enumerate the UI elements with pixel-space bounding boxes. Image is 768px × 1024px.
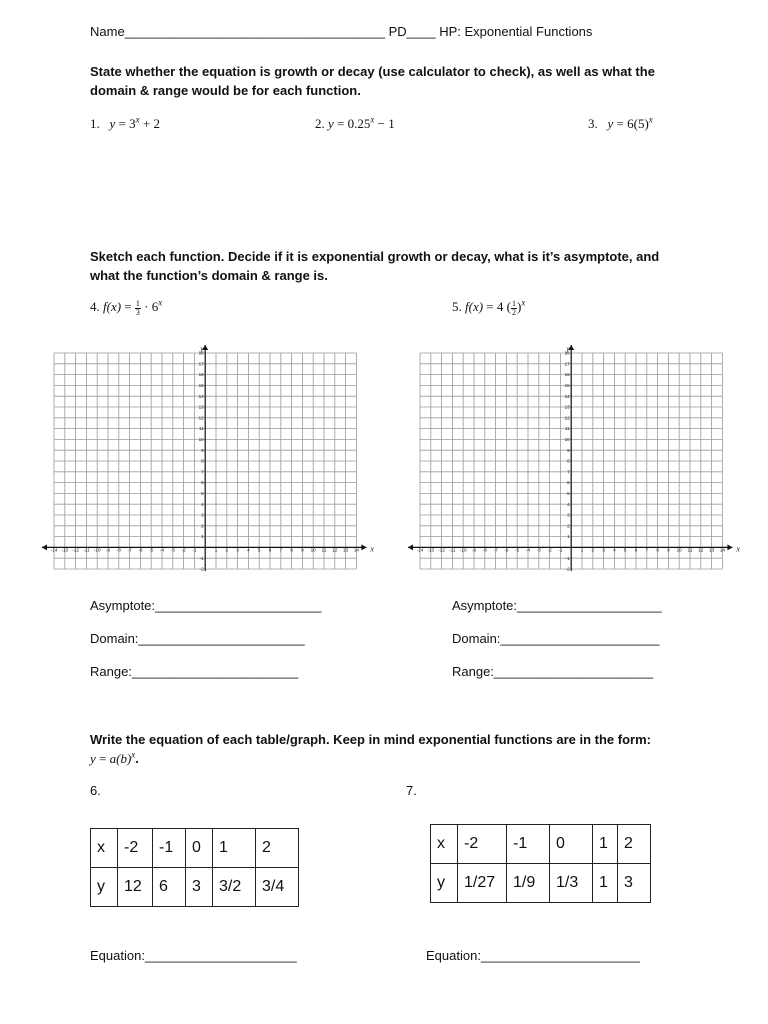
problem-7-equation-line[interactable]: [426, 948, 640, 963]
x-tick-label: -13: [427, 547, 435, 553]
y-tick-label: 14: [198, 393, 204, 399]
asymptote-blank[interactable]: ____________________: [517, 598, 662, 613]
coordinate-grid-problem-5[interactable]: [406, 340, 740, 585]
y-tick-label: 5: [567, 491, 570, 496]
right-range-line[interactable]: [452, 664, 653, 679]
table-problem-7: [430, 824, 651, 903]
x-tick-label: -9: [471, 547, 477, 553]
domain-label: Domain:: [90, 631, 139, 646]
pd-blank[interactable]: ____: [406, 24, 436, 39]
problem-7-number: 7.: [406, 783, 417, 798]
x-tick-label: 5: [623, 547, 627, 553]
problem-4-frac-den: 3: [135, 307, 140, 317]
y-tick-label: 2: [201, 523, 204, 529]
table-row: [431, 825, 651, 864]
asymptote-blank[interactable]: _______________________: [155, 598, 322, 613]
header: [90, 24, 592, 39]
y-tick-label: 14: [564, 393, 570, 399]
table-cell: 1: [213, 829, 256, 868]
x-tick-label: -8: [482, 547, 487, 553]
x-tick-label: 10: [676, 547, 682, 553]
y-tick-label: 13: [198, 404, 204, 410]
x-tick-label: 1: [580, 547, 584, 553]
form-rhs: a(b): [109, 751, 132, 766]
worksheet-title: HP: Exponential Functions: [439, 24, 593, 39]
x-axis-label: x: [370, 544, 374, 554]
problem-6-equation-line[interactable]: [90, 948, 297, 963]
table-cell: 1/9: [507, 864, 550, 903]
problem-1-tail: + 2: [139, 116, 160, 131]
x-tick-label: -3: [536, 547, 541, 553]
x-tick-label: 9: [667, 547, 670, 553]
asymptote-label: Asymptote:: [90, 598, 156, 613]
x-tick-label: -5: [149, 547, 154, 553]
y-tick-label: 10: [564, 437, 570, 442]
table-cell: 2: [618, 825, 651, 864]
y-tick-label: 18: [564, 350, 570, 356]
y-tick-label: 16: [198, 372, 204, 378]
form-lhs: y: [90, 751, 96, 766]
left-range-line[interactable]: [90, 664, 298, 679]
equation-label: Equation:: [426, 948, 481, 963]
table-cell: 0: [186, 829, 213, 868]
x-tick-label: -2: [547, 547, 552, 553]
table-cell: y: [431, 864, 458, 903]
y-tick-label: 9: [567, 447, 570, 453]
asymptote-label: Asymptote:: [452, 598, 518, 613]
problem-1-number: 1.: [90, 116, 100, 131]
x-tick-label: -11: [449, 547, 456, 553]
y-tick-label: 15: [198, 383, 204, 388]
x-tick-label: -1: [192, 547, 197, 553]
table-cell: 0: [550, 825, 593, 864]
x-tick-label: 6: [268, 547, 272, 553]
x-tick-label: 14: [719, 547, 725, 553]
x-tick-label: -14: [416, 547, 424, 553]
y-tick-label: 6: [567, 480, 570, 486]
problem-5-fx: f(x): [465, 299, 484, 314]
problem-3-lhs: y: [607, 116, 614, 131]
y-tick-label: 17: [564, 361, 570, 367]
problem-3-base: 6(5): [627, 116, 649, 131]
x-tick-label: 13: [343, 547, 349, 553]
range-label: Range:: [452, 664, 494, 679]
y-tick-label: 8: [567, 458, 570, 464]
problem-2-tail: − 1: [374, 116, 395, 131]
x-tick-label: 14: [353, 547, 359, 553]
table-cell: x: [431, 825, 458, 864]
x-tick-label: 13: [709, 547, 715, 553]
x-tick-label: -10: [93, 547, 101, 553]
problem-5-close: ): [516, 299, 522, 314]
domain-label: Domain:: [452, 631, 501, 646]
y-tick-label: 16: [564, 372, 570, 378]
y-tick-label: 5: [201, 491, 204, 496]
problem-3: 3. $y = 6(5)^x$: [588, 114, 653, 131]
y-tick-label: 2: [567, 523, 570, 529]
problem-5-eq: = 4 (: [483, 299, 511, 314]
y-tick-label: 13: [564, 404, 570, 410]
x-axis-arrow-left: [42, 544, 47, 550]
y-tick-label: 15: [564, 383, 570, 388]
x-tick-label: -13: [61, 547, 69, 553]
section3-instruction: [90, 730, 690, 768]
y-tick-label: 11: [564, 426, 570, 432]
x-axis-arrow: [361, 544, 366, 550]
range-label: Range:: [90, 664, 132, 679]
y-tick-label: -1: [199, 555, 204, 561]
y-tick-label: 3: [567, 512, 570, 518]
table-cell: 2: [256, 829, 299, 868]
exponential-form: $y = a(b)^x$: [90, 749, 136, 766]
section2-instruction: Sketch each function. Decide if it is exponential growth or decay, what is it’s asymptote, and what the function’s domain & range is.: [90, 249, 660, 283]
x-tick-label: -4: [525, 547, 531, 553]
domain-blank[interactable]: _______________________: [138, 631, 305, 646]
domain-blank[interactable]: ______________________: [500, 631, 660, 646]
table-cell: -1: [153, 829, 186, 868]
x-tick-label: -3: [170, 547, 175, 553]
y-axis-label: y: [200, 345, 204, 353]
y-tick-label: 1: [567, 534, 570, 540]
section3-instruction-text: Write the equation of each table/graph. Keep in mind exponential functions are in the form:: [90, 732, 651, 747]
x-axis-arrow: [727, 544, 732, 550]
x-tick-label: -12: [72, 547, 79, 553]
equation-blank[interactable]: _____________________: [144, 948, 297, 963]
problem-4-mid: · 6: [140, 299, 159, 314]
left-domain-line[interactable]: [90, 631, 305, 646]
x-tick-label: -5: [515, 547, 520, 553]
y-tick-label: 3: [201, 512, 204, 518]
x-tick-label: 9: [301, 547, 304, 553]
problem-3-number: 3.: [588, 116, 598, 131]
problem-4-frac-num: 1: [135, 298, 140, 308]
y-tick-label: 4: [567, 501, 570, 507]
y-tick-label: 8: [201, 458, 204, 464]
y-tick-label: 10: [198, 437, 204, 442]
x-tick-label: 3: [602, 547, 605, 553]
table-cell: x: [91, 829, 118, 868]
problem-2-number: 2.: [315, 116, 325, 131]
table-cell: 3/2: [213, 868, 256, 907]
x-tick-label: 3: [236, 547, 239, 553]
x-tick-label: 7: [645, 547, 649, 553]
x-tick-label: -11: [83, 547, 90, 553]
equation-blank[interactable]: ______________________: [480, 948, 640, 963]
table-cell: 1/3: [550, 864, 593, 903]
table-row: [91, 829, 299, 868]
x-axis-label: x: [736, 544, 740, 554]
x-tick-label: -4: [159, 547, 165, 553]
problem-5-exp: x: [521, 297, 526, 308]
table-cell: -2: [118, 829, 153, 868]
y-tick-label: 17: [198, 361, 204, 367]
y-tick-label: 1: [201, 534, 204, 540]
problem-4-exp: x: [158, 297, 163, 308]
table-problem-6: [90, 828, 299, 907]
x-tick-label: 12: [332, 547, 338, 553]
table-cell: -2: [458, 825, 507, 864]
x-tick-label: -6: [504, 547, 509, 553]
right-asymptote-line[interactable]: [452, 598, 662, 613]
coordinate-grid-problem-4[interactable]: [40, 340, 374, 585]
problem-2-exp: x: [370, 114, 375, 125]
right-domain-line[interactable]: [452, 631, 659, 646]
name-blank[interactable]: ____________________________________: [124, 24, 385, 39]
problem-2-base: 0.25: [347, 116, 371, 131]
table-cell: 1: [593, 825, 618, 864]
y-tick-label: 11: [198, 426, 204, 432]
problem-2-lhs: y: [328, 116, 334, 131]
x-axis-arrow-left: [408, 544, 413, 550]
y-tick-label: 7: [567, 469, 570, 475]
form-end: .: [135, 751, 139, 766]
x-tick-label: 2: [225, 547, 229, 553]
table-cell: 1/27: [458, 864, 507, 903]
table-cell: y: [91, 868, 118, 907]
x-tick-label: -9: [105, 547, 111, 553]
y-tick-label: 9: [201, 447, 204, 453]
problem-1: 1. $y = 3^x + 2$: [90, 114, 160, 131]
y-tick-label: 12: [564, 415, 570, 421]
y-tick-label: -2: [199, 566, 204, 572]
problem-5-frac-den: 2: [511, 307, 516, 317]
x-tick-label: 4: [613, 547, 616, 553]
section1-instruction: State whether the equation is growth or decay (use calculator to check), as well as what the domain & range would be for each function.: [90, 64, 655, 98]
x-tick-label: 8: [290, 547, 293, 553]
x-tick-label: 4: [247, 547, 250, 553]
x-tick-label: -10: [459, 547, 467, 553]
table-cell: 3: [618, 864, 651, 903]
x-tick-label: -7: [493, 547, 498, 553]
x-tick-label: 12: [698, 547, 704, 553]
table-cell: 3/4: [256, 868, 299, 907]
range-blank[interactable]: _______________________: [131, 664, 299, 679]
problem-4: [90, 299, 162, 317]
x-tick-label: 10: [310, 547, 316, 553]
y-tick-label: 7: [201, 469, 204, 475]
x-tick-label: 5: [257, 547, 261, 553]
x-tick-label: -6: [138, 547, 143, 553]
table-cell: -1: [507, 825, 550, 864]
x-tick-label: 8: [656, 547, 659, 553]
x-tick-label: 6: [634, 547, 638, 553]
y-tick-label: -2: [565, 566, 570, 572]
problem-2: 2. $y = 0.25^x - 1$: [315, 114, 395, 131]
problem-4-eq: =: [121, 299, 135, 314]
table-cell: 6: [153, 868, 186, 907]
table-cell: 12: [118, 868, 153, 907]
name-label: Name: [90, 24, 125, 39]
table-cell: 3: [186, 868, 213, 907]
x-tick-label: -12: [438, 547, 445, 553]
problem-5-frac-num: 1: [511, 298, 516, 308]
y-tick-label: 12: [198, 415, 204, 421]
problem-6-number: 6.: [90, 783, 101, 798]
range-blank[interactable]: ______________________: [493, 664, 653, 679]
x-tick-label: -7: [127, 547, 132, 553]
equation-label: Equation:: [90, 948, 145, 963]
x-tick-label: -14: [50, 547, 58, 553]
y-tick-label: 6: [201, 480, 204, 486]
y-tick-label: 18: [198, 350, 204, 356]
x-tick-label: 2: [591, 547, 595, 553]
x-tick-label: -1: [558, 547, 563, 553]
table-cell: 1: [593, 864, 618, 903]
problem-5: [452, 299, 525, 317]
y-tick-label: 4: [201, 501, 204, 507]
pd-label: PD: [388, 24, 407, 39]
y-tick-label: -1: [565, 555, 570, 561]
problem-1-base: 3: [129, 116, 136, 131]
x-tick-label: 1: [214, 547, 218, 553]
x-tick-label: 11: [687, 547, 693, 553]
table-row: [431, 864, 651, 903]
table-row: [91, 868, 299, 907]
problem-1-exp: x: [135, 114, 140, 125]
problem-3-exp: x: [648, 114, 653, 125]
left-asymptote-line[interactable]: [90, 598, 321, 613]
x-tick-label: -8: [116, 547, 121, 553]
x-tick-label: -2: [181, 547, 186, 553]
x-tick-label: 7: [279, 547, 283, 553]
problem-1-lhs: y: [109, 116, 116, 131]
x-tick-label: 11: [321, 547, 327, 553]
problem-4-number: 4.: [90, 299, 100, 314]
y-axis-label: y: [566, 345, 570, 353]
problem-4-fx: f(x): [103, 299, 122, 314]
problem-5-number: 5.: [452, 299, 462, 314]
form-exp: x: [131, 749, 136, 760]
